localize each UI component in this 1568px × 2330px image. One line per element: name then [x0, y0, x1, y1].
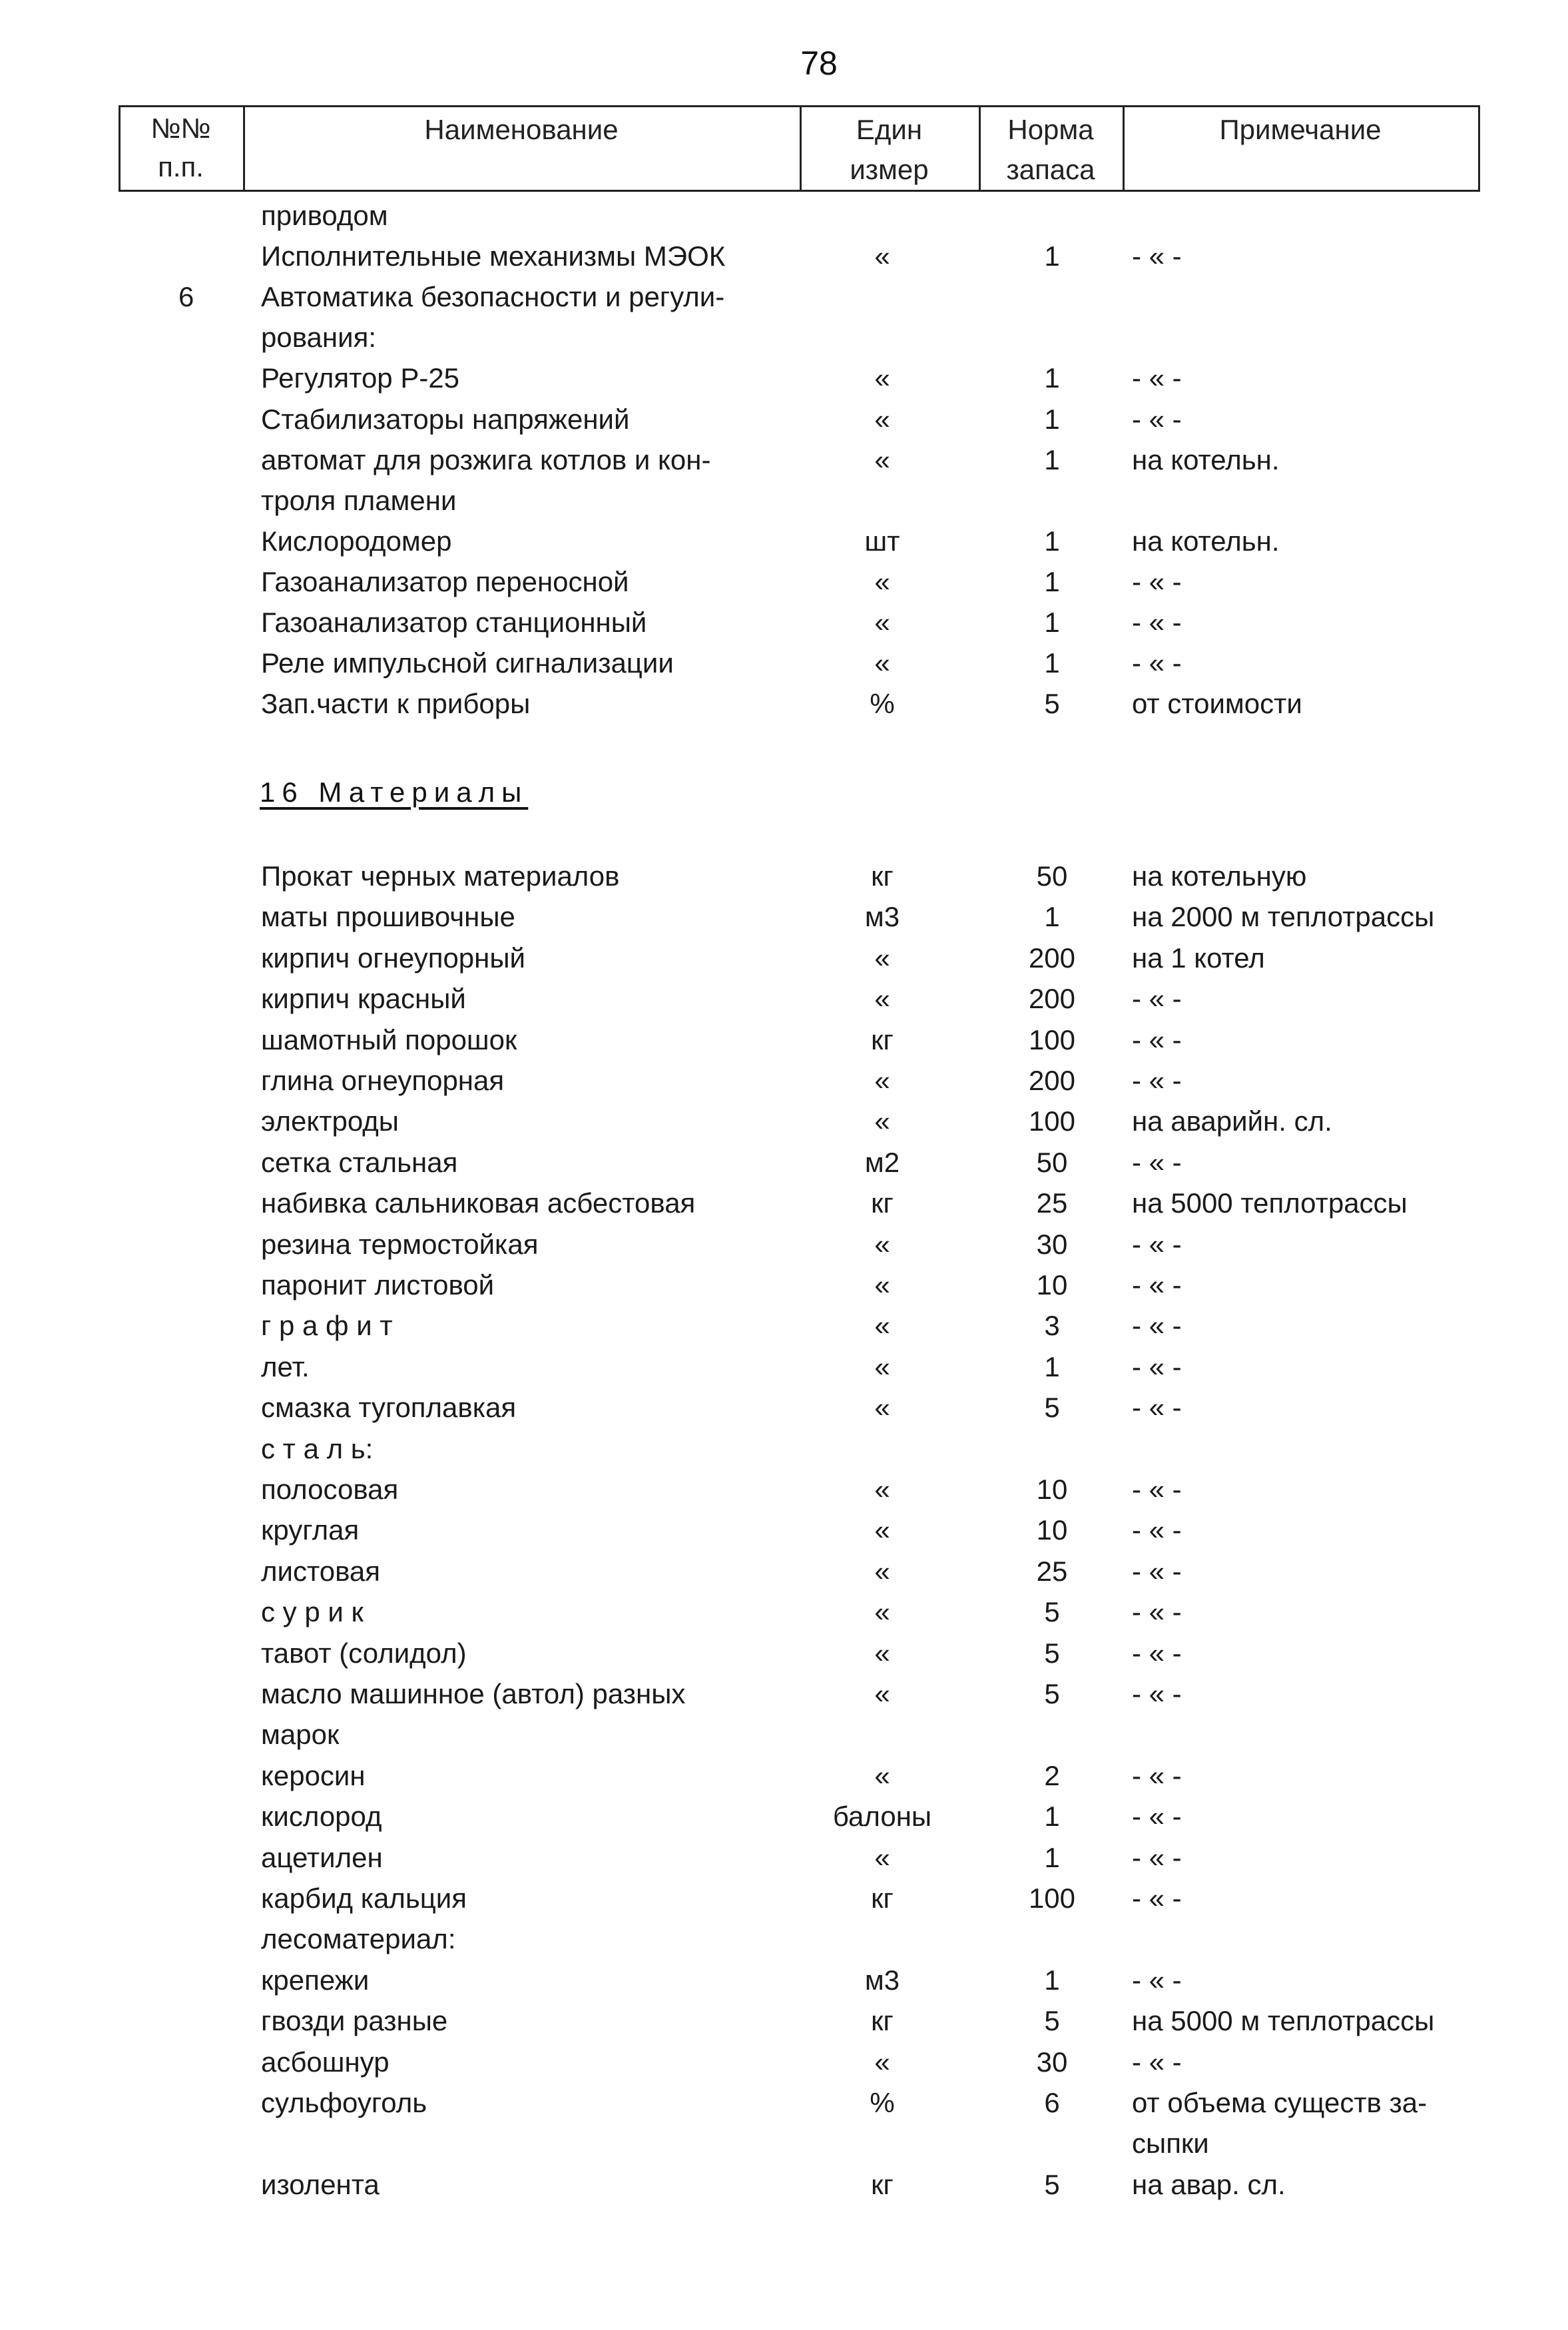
- cell-qty: 25: [1036, 1187, 1068, 1219]
- cell-note: сыпки: [1132, 2128, 1209, 2160]
- cell-unit: «: [874, 1350, 890, 1382]
- cell-name: с т а л ь:: [261, 1432, 374, 1464]
- header-norm-line1: Норма: [1007, 114, 1094, 145]
- cell-name: приводом: [261, 200, 388, 231]
- cell-note: на аварийн. сл.: [1132, 1105, 1332, 1137]
- cell-qty: 100: [1028, 1023, 1076, 1055]
- cell-qty: 25: [1036, 1555, 1068, 1587]
- cell-qty: 5: [1044, 688, 1060, 720]
- cell-name: с у р и к: [261, 1596, 364, 1628]
- cell-unit: шт: [864, 525, 900, 557]
- cell-unit: «: [874, 1269, 890, 1301]
- cell-unit: «: [874, 607, 890, 638]
- cell-note: на котельн.: [1132, 525, 1280, 557]
- cell-unit: «: [874, 443, 890, 475]
- header-norm-line2: запаса: [1006, 154, 1095, 185]
- cell-qty: 5: [1044, 1678, 1060, 1709]
- header-unit-line2: измер: [850, 154, 929, 185]
- cell-qty: 200: [1028, 1065, 1076, 1096]
- cell-qty: 200: [1028, 942, 1076, 974]
- cell-name: Газоанализатор станционный: [261, 607, 647, 638]
- cell-qty: 1: [1044, 607, 1060, 638]
- cell-qty: 50: [1036, 1146, 1068, 1178]
- cell-qty: 5: [1044, 2005, 1060, 2037]
- cell-qty: 30: [1036, 1228, 1068, 1260]
- cell-name: шамотный порошок: [261, 1023, 517, 1055]
- cell-unit: «: [874, 1474, 890, 1505]
- cell-name: сульфоуголь: [261, 2087, 427, 2118]
- cell-unit: «: [874, 647, 890, 679]
- cell-unit: м3: [864, 901, 900, 933]
- cell-name: лет.: [261, 1350, 310, 1382]
- cell-note: - « -: [1132, 1392, 1182, 1424]
- section-title: 16 Материалы: [260, 776, 529, 808]
- cell-note: - « -: [1132, 1228, 1182, 1260]
- cell-unit: м3: [864, 1964, 900, 1996]
- cell-name: г р а ф и т: [261, 1310, 393, 1342]
- cell-note: от стоимости: [1132, 688, 1302, 720]
- cell-note: от объема существ за-: [1132, 2087, 1428, 2118]
- cell-note: - « -: [1132, 403, 1182, 435]
- cell-unit: «: [874, 1759, 890, 1791]
- cell-qty: 100: [1028, 1883, 1076, 1914]
- cell-name: карбид кальция: [261, 1883, 467, 1914]
- cell-unit: «: [874, 1678, 890, 1709]
- cell-unit: «: [874, 2046, 890, 2078]
- cell-unit: «: [874, 1065, 890, 1096]
- cell-unit: %: [870, 2087, 895, 2118]
- cell-note: - « -: [1132, 1637, 1182, 1669]
- cell-name: резина термостойкая: [261, 1228, 539, 1260]
- cell-name: троля пламени: [261, 484, 457, 516]
- cell-note: - « -: [1132, 1759, 1182, 1791]
- cell-name: автомат для розжига котлов и кон-: [261, 443, 711, 475]
- cell-name: набивка сальниковая асбестовая: [261, 1187, 696, 1219]
- cell-note: - « -: [1132, 647, 1182, 679]
- cell-name: кирпич огнеупорный: [261, 942, 526, 974]
- cell-name: Регулятор Р-25: [261, 362, 460, 394]
- cell-qty: 1: [1044, 1350, 1060, 1382]
- cell-name: маты прошивочные: [261, 901, 515, 933]
- cell-note: - « -: [1132, 1146, 1182, 1178]
- header-note: Примечание: [1219, 114, 1382, 145]
- cell-qty: 1: [1044, 565, 1060, 597]
- cell-name: круглая: [261, 1514, 360, 1546]
- header-divider: [1478, 107, 1480, 190]
- cell-unit: «: [874, 1105, 890, 1137]
- cell-unit: кг: [871, 860, 894, 892]
- cell-name: смазка тугоплавкая: [261, 1392, 517, 1424]
- cell-note: на котельн.: [1132, 443, 1280, 475]
- cell-qty: 5: [1044, 1637, 1060, 1669]
- header-unit-line1: Един: [856, 114, 923, 145]
- header-num-line2: п.п.: [158, 151, 204, 182]
- cell-qty: 1: [1044, 901, 1060, 933]
- cell-unit: кг: [871, 1883, 894, 1914]
- cell-note: - « -: [1132, 1801, 1182, 1833]
- cell-name: ацетилен: [261, 1841, 383, 1873]
- cell-unit: %: [870, 688, 895, 720]
- cell-note: на 2000 м теплотрассы: [1132, 901, 1435, 933]
- cell-qty: 3: [1044, 1310, 1060, 1342]
- cell-name: крепежи: [261, 1964, 370, 1996]
- cell-qty: 200: [1028, 983, 1076, 1015]
- cell-name: Стабилизаторы напряжений: [261, 403, 630, 435]
- cell-note: - « -: [1132, 2046, 1182, 2078]
- cell-note: - « -: [1132, 362, 1182, 394]
- cell-qty: 30: [1036, 2046, 1068, 2078]
- cell-qty: 50: [1036, 860, 1068, 892]
- cell-qty: 1: [1044, 240, 1060, 272]
- cell-unit: кг: [871, 1023, 894, 1055]
- cell-note: на 5000 теплотрассы: [1132, 1187, 1408, 1219]
- cell-unit: «: [874, 983, 890, 1015]
- cell-note: - « -: [1132, 983, 1182, 1015]
- cell-unit: «: [874, 1841, 890, 1873]
- cell-note: - « -: [1132, 1023, 1182, 1055]
- cell-note: на 5000 м теплотрассы: [1132, 2005, 1435, 2037]
- cell-name: Реле импульсной сигнализации: [261, 647, 674, 679]
- cell-num: 6: [178, 281, 194, 313]
- cell-name: гвозди разные: [261, 2005, 448, 2037]
- cell-name: Газоанализатор переносной: [261, 565, 629, 597]
- cell-unit: м2: [864, 1146, 900, 1178]
- cell-name: полосовая: [261, 1474, 399, 1505]
- cell-unit: «: [874, 1637, 890, 1669]
- cell-name: кирпич красный: [261, 983, 466, 1015]
- table-header: [119, 105, 1480, 192]
- cell-unit: «: [874, 1555, 890, 1587]
- cell-qty: 6: [1044, 2087, 1060, 2118]
- cell-unit: кг: [871, 2168, 894, 2200]
- cell-qty: 1: [1044, 1801, 1060, 1833]
- cell-note: - « -: [1132, 1474, 1182, 1505]
- cell-note: - « -: [1132, 607, 1182, 638]
- cell-name: изолента: [261, 2168, 380, 2200]
- cell-qty: 5: [1044, 1596, 1060, 1628]
- cell-note: - « -: [1132, 1964, 1182, 1996]
- cell-unit: «: [874, 1228, 890, 1260]
- cell-note: - « -: [1132, 1310, 1182, 1342]
- cell-name: масло машинное (автол) разных: [261, 1678, 686, 1709]
- cell-name: электроды: [261, 1105, 399, 1137]
- cell-name: Прокат черных материалов: [261, 860, 620, 892]
- cell-note: - « -: [1132, 1555, 1182, 1587]
- cell-name: марок: [261, 1719, 340, 1751]
- cell-qty: 10: [1036, 1514, 1068, 1546]
- cell-name: керосин: [261, 1759, 366, 1791]
- cell-unit: «: [874, 362, 890, 394]
- cell-note: на 1 котел: [1132, 942, 1265, 974]
- cell-qty: 1: [1044, 647, 1060, 679]
- cell-name: Автоматика безопасности и регули-: [261, 281, 725, 313]
- cell-unit: кг: [871, 2005, 894, 2037]
- cell-unit: «: [874, 942, 890, 974]
- cell-name: лесоматериал:: [261, 1923, 456, 1955]
- cell-name: Кислородомер: [261, 525, 452, 557]
- cell-note: - « -: [1132, 240, 1182, 272]
- cell-unit: «: [874, 1514, 890, 1546]
- cell-note: - « -: [1132, 1678, 1182, 1709]
- cell-unit: «: [874, 240, 890, 272]
- cell-name: кислород: [261, 1801, 382, 1833]
- cell-qty: 2: [1044, 1759, 1060, 1791]
- header-name: Наименование: [424, 114, 619, 145]
- cell-qty: 1: [1044, 1841, 1060, 1873]
- cell-unit: «: [874, 1596, 890, 1628]
- cell-qty: 1: [1044, 443, 1060, 475]
- cell-name: Исполнительные механизмы МЭОК: [261, 240, 726, 272]
- cell-unit: «: [874, 1310, 890, 1342]
- cell-note: - « -: [1132, 1596, 1182, 1628]
- cell-qty: 10: [1036, 1269, 1068, 1301]
- cell-qty: 5: [1044, 1392, 1060, 1424]
- cell-name: сетка стальная: [261, 1146, 458, 1178]
- cell-name: Зап.части к приборы: [261, 688, 531, 720]
- cell-name: листовая: [261, 1555, 381, 1587]
- cell-unit: «: [874, 565, 890, 597]
- cell-note: - « -: [1132, 1883, 1182, 1914]
- cell-name: тавот (солидол): [261, 1637, 467, 1669]
- cell-note: на авар. сл.: [1132, 2168, 1286, 2200]
- cell-name: рования:: [261, 322, 376, 354]
- cell-note: - « -: [1132, 1841, 1182, 1873]
- cell-qty: 1: [1044, 525, 1060, 557]
- cell-qty: 10: [1036, 1474, 1068, 1505]
- cell-note: на котельную: [1132, 860, 1307, 892]
- cell-note: - « -: [1132, 1350, 1182, 1382]
- header-num-line1: №№: [150, 113, 211, 144]
- cell-qty: 1: [1044, 403, 1060, 435]
- cell-note: - « -: [1132, 565, 1182, 597]
- cell-unit: балоны: [832, 1801, 932, 1833]
- page-number: 78: [800, 45, 838, 82]
- cell-note: - « -: [1132, 1065, 1182, 1096]
- cell-unit: «: [874, 1392, 890, 1424]
- cell-unit: кг: [871, 1187, 894, 1219]
- cell-name: паронит листовой: [261, 1269, 495, 1301]
- cell-qty: 100: [1028, 1105, 1076, 1137]
- cell-qty: 5: [1044, 2168, 1060, 2200]
- cell-qty: 1: [1044, 1964, 1060, 1996]
- cell-name: глина огнеупорная: [261, 1065, 505, 1096]
- cell-note: - « -: [1132, 1269, 1182, 1301]
- cell-qty: 1: [1044, 362, 1060, 394]
- cell-name: асбошнур: [261, 2046, 390, 2078]
- cell-note: - « -: [1132, 1514, 1182, 1546]
- cell-unit: «: [874, 403, 890, 435]
